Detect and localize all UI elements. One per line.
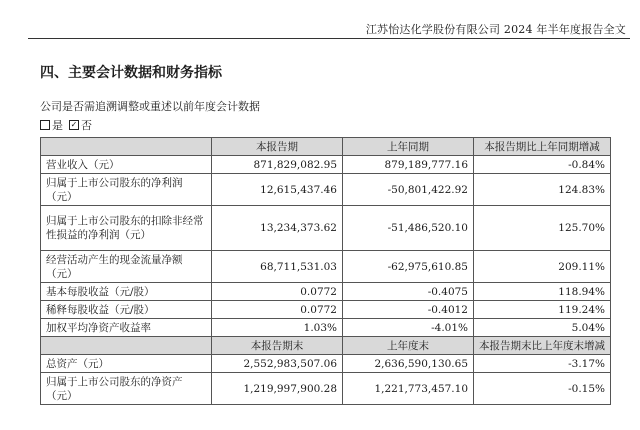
row-current: 871,829,082.95 [212,156,343,174]
row-previous: 2,636,590,130.65 [343,355,474,373]
table-row [41,301,611,319]
row-change: -0.84% [474,156,611,174]
row-change: 119.24% [474,301,611,319]
row-current: 2,552,983,507.06 [212,355,343,373]
row-current: 1.03% [212,319,343,337]
row-change: 209.11% [474,251,611,283]
row-previous: -51,486,520.10 [343,206,474,251]
header-cell-current-period: 本报告期 [212,138,343,156]
row-label: 经营活动产生的现金流量净额（元） [41,251,212,283]
row-change: -0.15% [474,373,611,405]
row-change: 118.94% [474,283,611,301]
header-cell-prior-year-end: 上年度末 [343,337,474,355]
row-label: 归属于上市公司股东的扣除非经常性损益的净利润（元） [41,206,212,251]
table-row [41,319,611,337]
table-header-row [41,337,611,355]
row-previous: -62,975,610.85 [343,251,474,283]
row-current: 0.0772 [212,283,343,301]
row-label: 归属于上市公司股东的净资产（元） [41,373,212,405]
row-change: 125.70% [474,206,611,251]
table-row [41,174,611,206]
header-cell-previous-period: 上年同期 [343,138,474,156]
header-cell-change: 本报告期末比上年度末增减 [474,337,611,355]
row-previous: -0.4012 [343,301,474,319]
row-label: 基本每股收益（元/股） [41,283,212,301]
table-row [41,283,611,301]
row-previous: 1,221,773,457.10 [343,373,474,405]
report-header-title: 江苏怡达化学股份有限公司 2024 年半年度报告全文 [365,23,626,36]
row-change: 5.04% [474,319,611,337]
table-header-row [41,138,611,156]
table-row [41,355,611,373]
row-label: 营业收入（元） [41,156,212,174]
table-row [41,251,611,283]
header-cell-change: 本报告期比上年同期增减 [474,138,611,156]
row-current: 12,615,437.46 [212,174,343,206]
section-title: 四、主要会计数据和财务指标 [40,65,222,81]
row-label: 加权平均净资产收益率 [41,319,212,337]
row-label: 稀释每股收益（元/股） [41,301,212,319]
header-cell-period-end: 本报告期末 [212,337,343,355]
row-current: 13,234,373.62 [212,206,343,251]
no-label: 否 [81,119,92,132]
yes-checkbox[interactable] [40,120,50,130]
header-cell-empty [41,138,212,156]
header-divider [28,38,630,39]
row-label: 归属于上市公司股东的净利润（元） [41,174,212,206]
retro-answer [40,117,98,133]
row-previous: -50,801,422.92 [343,174,474,206]
row-change: -3.17% [474,355,611,373]
financial-data-table [40,137,611,405]
table-row [41,206,611,251]
row-previous: -0.4075 [343,283,474,301]
row-current: 1,219,997,900.28 [212,373,343,405]
row-change: 124.83% [474,174,611,206]
row-previous: -4.01% [343,319,474,337]
header-cell-empty [41,337,212,355]
row-label: 总资产（元） [41,355,212,373]
row-current: 68,711,531.03 [212,251,343,283]
table-row [41,156,611,174]
retro-question: 公司是否需追溯调整或重述以前年度会计数据 [40,100,260,113]
yes-label: 是 [52,119,63,132]
no-checkbox-checked[interactable]: ✓ [70,120,78,129]
table-row [41,373,611,405]
row-current: 0.0772 [212,301,343,319]
row-previous: 879,189,777.16 [343,156,474,174]
